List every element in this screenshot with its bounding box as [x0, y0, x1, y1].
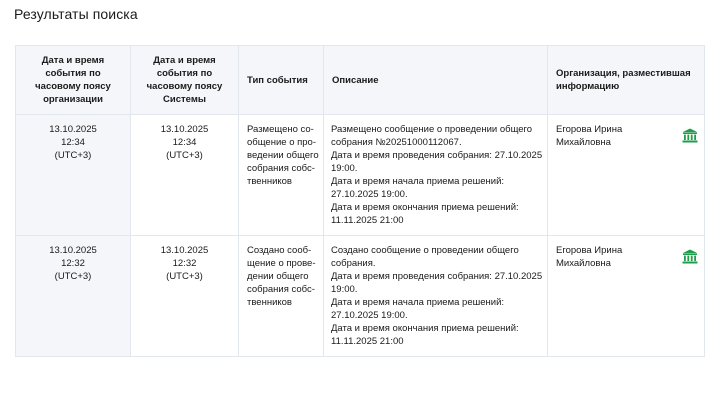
cell-line: 12:32 [61, 258, 85, 269]
column-header-line: Тип события [247, 74, 308, 86]
column-header-date-system[interactable] [131, 46, 239, 115]
cell-line: 13.10.2025 [49, 245, 97, 256]
cell-line: (UTC+3) [166, 271, 203, 282]
cell-line: 12:34 [172, 137, 197, 148]
cell-line: Создано сообщение о проведении общего [331, 245, 519, 256]
cell-line: Дата и время проведения собрания: 27.10.2025 [331, 150, 543, 161]
cell-line: 27.10.2025 19:00. [331, 310, 408, 321]
cell-line: собрания собс- [247, 284, 315, 295]
cell-line: Михайловна [556, 137, 611, 148]
cell-event-type [239, 115, 324, 236]
table-header-row [16, 46, 705, 115]
column-header-organization[interactable] [548, 46, 705, 115]
cell-description [324, 236, 548, 357]
column-header-line: часовому поясу [35, 81, 111, 92]
cell-line: (UTC+3) [166, 150, 203, 161]
cell-line: щение о прове- [247, 258, 316, 269]
column-header-line: события по [45, 68, 101, 79]
column-header-line: часовому поясу [146, 81, 223, 92]
cell-event-type [239, 236, 324, 357]
column-header-date-org[interactable] [16, 46, 131, 115]
cell-line: Дата и время окончания приема решений: [331, 202, 519, 213]
column-header-line: Организация, разместившая [556, 68, 691, 79]
cell-line: твенников [247, 297, 292, 308]
column-header-description[interactable] [324, 46, 548, 115]
column-header-line: организации [43, 94, 103, 105]
cell-organization [548, 236, 705, 357]
column-header-event-type[interactable] [239, 46, 324, 115]
cell-line: 19:00. [331, 163, 358, 174]
cell-description [324, 115, 548, 236]
cell-line: Размещено сообщение о проведении общего [331, 124, 533, 135]
cell-organization [548, 115, 705, 236]
page-title: Результаты поиска [14, 6, 138, 22]
cell-line: 13.10.2025 [160, 124, 209, 135]
table-row[interactable] [16, 115, 705, 236]
cell-line: Дата и время окончания приема решений: [331, 323, 519, 334]
column-header-line: Дата и время [153, 55, 216, 66]
cell-line: 13.10.2025 [160, 245, 209, 256]
cell-line: 11.11.2025 21:00 [331, 215, 404, 226]
cell-line: твенников [247, 176, 292, 187]
government-building-icon[interactable] [682, 249, 698, 264]
cell-line: (UTC+3) [54, 271, 92, 282]
cell-line: собрания собс- [247, 163, 315, 174]
cell-date-org [16, 115, 131, 236]
cell-line: Михайловна [556, 258, 611, 269]
cell-line: дении общего [247, 271, 309, 282]
cell-line: 12:34 [61, 137, 85, 148]
column-header-line: Описание [332, 74, 379, 86]
government-building-icon[interactable] [682, 128, 698, 143]
cell-line: Размещено со- [247, 124, 314, 135]
cell-line: 11.11.2025 21:00 [331, 336, 404, 347]
cell-line: Егорова Ирина [556, 124, 623, 135]
cell-line: собрания. [331, 258, 376, 269]
cell-line: 27.10.2025 19:00. [331, 189, 408, 200]
cell-line: 13.10.2025 [49, 124, 97, 135]
column-header-line: события по [156, 68, 213, 79]
cell-line: Егорова Ирина [556, 245, 623, 256]
cell-line: Дата и время начала приема решений: [331, 176, 505, 187]
cell-date-system [131, 115, 239, 236]
cell-line: Дата и время начала приема решений: [331, 297, 505, 308]
cell-line: общение о про- [247, 137, 316, 148]
results-table [15, 45, 705, 357]
cell-date-system [131, 236, 239, 357]
cell-line: (UTC+3) [54, 150, 92, 161]
cell-line: Дата и время проведения собрания: 27.10.2025 [331, 271, 543, 282]
cell-line: ведении общего [247, 150, 319, 161]
cell-line: собрания №20251000112067. [331, 137, 462, 148]
cell-line: Создано сооб- [247, 245, 312, 256]
cell-line: 12:32 [172, 258, 197, 269]
cell-line: 19:00. [331, 284, 358, 295]
column-header-line: информацию [556, 81, 620, 92]
column-header-line: Дата и время [41, 55, 105, 66]
table-row[interactable] [16, 236, 705, 357]
cell-date-org [16, 236, 131, 357]
column-header-line: Системы [163, 94, 206, 105]
